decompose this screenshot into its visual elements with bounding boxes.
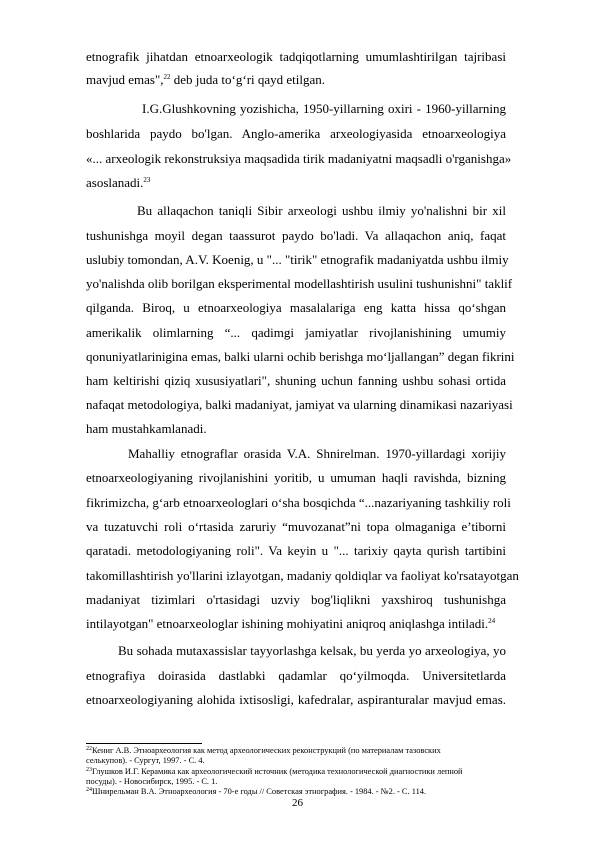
footnote: посуды). - Новосибирск, 1995. - С. 1. bbox=[86, 777, 218, 786]
body-line: amerikalik olimlarning “... qadimgi jamiyatlar rivojlanishining umumiy bbox=[86, 325, 506, 340]
body-line: boshlarida paydo bo'lgan. Anglo-amerika arxeologiyasida etnoarxeologiya bbox=[86, 126, 506, 141]
body-line: ham keltirishi qiziq xususiyatlari", shuning uchun fanning ushbu sohasi ortida bbox=[86, 373, 506, 388]
body-line: tushunishga moyil degan taassurot paydo bo'ladi. Va allaqachon aniq, faqat bbox=[86, 228, 506, 243]
body-line: qonuniyatlarinigina emas, balki ularni ochib berishga mo‘ljallangan” degan fikrini bbox=[86, 349, 515, 364]
footnote-separator bbox=[86, 743, 202, 744]
footnote: $^{24}$Шнирельман В.А. Этноархеология - 70-е годы // Советская этнография. - 1984. - №2. - С. 114. bbox=[86, 787, 427, 796]
body-line: ham mustahkamlanadi. bbox=[86, 421, 207, 436]
footnote-ref: 24 bbox=[488, 617, 496, 625]
body-line: «... arxeologik rekonstruksiya maqsadida tirik madaniyatni maqsadli o'rganishga» bbox=[86, 151, 512, 166]
body-line: I.G.Glushkovning yozishicha, 1950-yillarning oxiri - 1960-yillarning bbox=[142, 101, 506, 116]
body-line: asoslanadi.$^{23}$ bbox=[86, 175, 151, 190]
body-line: etnografik jihatdan etnoarxeologik tadqiqotlarning umumlashtirilgan tajribasi bbox=[86, 49, 506, 64]
body-line: intilayotgan" etnoarxeologlar ishining mohiyatini aniqroq aniqlashga intiladi.$^{24}$ bbox=[86, 616, 496, 631]
footnote-ref: 23 bbox=[143, 176, 151, 184]
body-line: uslubiy tomondan, A.V. Koenig, u "... "tirik" etnografik madaniyatda ushbu ilmiy bbox=[86, 252, 509, 267]
body-line: madaniyat tizimlari o'rtasidagi uzviy bog'liqlikni yaxshiroq tushunishga bbox=[86, 592, 506, 607]
body-line: mavjud emas",$^{22}$ deb juda to‘g‘ri qayd etilgan. bbox=[86, 72, 326, 87]
body-line: Bu sohada mutaxassislar tayyorlashga kelsak, bu yerda yo arxeologiya, yo bbox=[118, 643, 506, 658]
body-line: takomillashtirish yo'llarini izlayotgan, madaniy qoldiqlar va faoliyat ko'rsatayotgan bbox=[86, 568, 519, 583]
body-line: etnoarxeologiyaning alohida ixtisosligi, kafedralar, aspiranturalar mavjud emas. bbox=[86, 692, 506, 707]
body-line: etnografiya doirasida dastlabki qadamlar qo‘yilmoqda. Universitetlarda bbox=[86, 668, 506, 683]
page-number: 26 bbox=[292, 797, 303, 809]
body-line: nafaqat metodologiya, balki madaniyat, jamiyat va ularning dinamikasi nazariyasi bbox=[86, 397, 513, 412]
body-line: Mahalliy etnograflar orasida V.A. Shnirelman. 1970-yillardagi xorijiy bbox=[128, 446, 506, 461]
body-line: qaratadi. metodologiyaning roli". Va keyin u "... tarixiy qayta qurish tartibini bbox=[86, 543, 506, 558]
footnote: $^{22}$Кениг А.В. Этноархеология как метод археологических реконструкций (по материалам тазовских bbox=[86, 746, 441, 755]
footnote: $^{23}$Глушков И.Г. Керамика как археологический источник (методика технологической диагностики лепной bbox=[86, 767, 463, 776]
footnote: селькупов). - Сургут, 1997. - С. 4. bbox=[86, 756, 205, 765]
body-line: Bu allaqachon taniqli Sibir arxeologi ushbu ilmiy yo'nalishni bir xil bbox=[137, 203, 506, 218]
body-line: qilganda. Biroq, u etnoarxeologiya masalalariga eng katta hissa qo‘shgan bbox=[86, 300, 506, 315]
body-line: fikrimizcha, g‘arb etnoarxeologlari o‘sha bosqichda “...nazariyaning tashkiliy roli bbox=[86, 495, 511, 510]
footnote-ref: 22 bbox=[163, 73, 171, 81]
body-line: yo'nalishda olib borilgan eksperimental modellashtirish usulini tushunishni" taklif bbox=[86, 276, 513, 291]
body-line: etnoarxeologiyaning rivojlanishini yoritib, u umuman haqli ravishda, bizning bbox=[86, 470, 506, 485]
body-line: va tuzatuvchi roli o‘rtasida zaruriy “muvozanat”ni topa olmaganiga e’tiborni bbox=[86, 519, 506, 534]
